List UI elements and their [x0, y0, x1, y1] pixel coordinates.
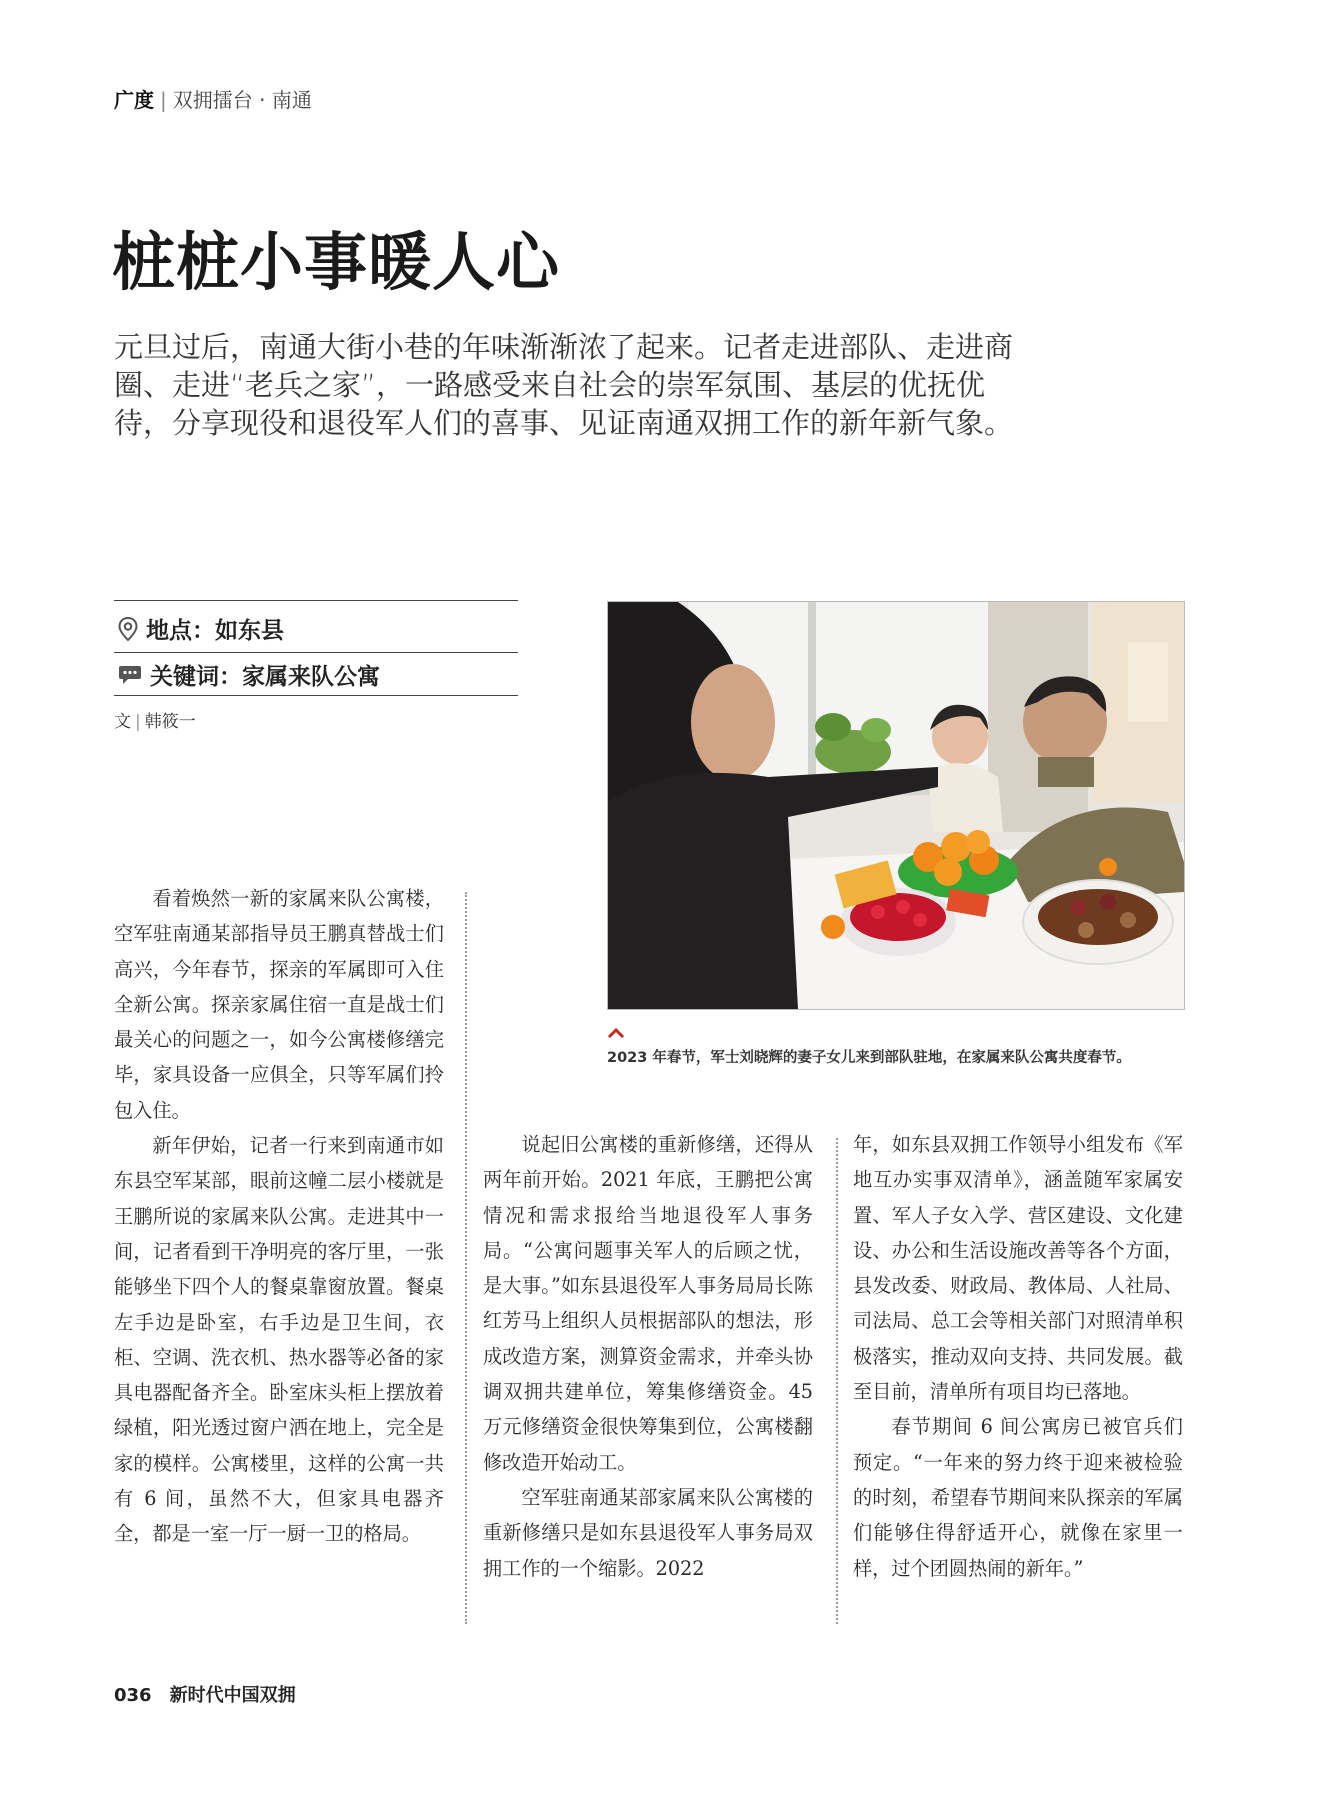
- byline-author: 韩筱一: [144, 712, 196, 732]
- paragraph: 空军驻南通某部家属来队公寓楼的重新修缮只是如东县退役军人事务局双拥工作的一个缩影。2022: [483, 1485, 813, 1580]
- body-column-1: [114, 881, 444, 1552]
- byline-separator: |: [135, 712, 141, 732]
- page-footer: [114, 1681, 296, 1707]
- byline: [114, 707, 196, 732]
- location-pin-icon: [118, 617, 138, 641]
- section-label: 广度: [114, 88, 154, 112]
- article-photo: [607, 601, 1185, 1010]
- paragraph: 年，如东县双拥工作领导小组发布《军地互办实事双清单》，涵盖随军家属安置、军人子女入学、营区建设、文化建设、办公和生活设施改善等各个方面，县发改委、财政局、教体局、人社局、司法局、总工会等相关部门对照清单积极落实，推动双向支持、共同发展。截至目前，清单所有项目均已落地。: [853, 1133, 1183, 1404]
- paragraph: 新年伊始，记者一行来到南通市如东县空军某部，眼前这幢二层小楼就是王鹏所说的家属来队公寓。走进其中一间，记者看到干净明亮的客厅里，一张能够坐下四个人的餐桌靠窗放置。餐桌左手边是卧室，右手边是卫生间，衣柜、空调、洗衣机、热水器等必备的家具电器配备齐全。卧室床头柜上摆放着绿植，阳光透过窗户洒在地上，完全是家的模样。公寓楼里，这样的公寓一共有 6 间，虽然不大，但家具电器齐全，都是一室一厅一厨一卫的格局。: [114, 1134, 444, 1546]
- body-column-3: [853, 1127, 1183, 1586]
- article-title: 桩桩小事暖人心: [112, 226, 560, 299]
- info-rule-top: [114, 600, 518, 601]
- photo-caption: 2023 年春节，军士刘晓辉的妻子女儿来到部队驻地，在家属来队公寓共度春节。: [607, 1050, 1131, 1066]
- section-subtitle: 双拥擂台 · 南通: [172, 88, 312, 112]
- keyword-label: 关键词：家属来队公寓: [150, 664, 380, 690]
- keyword-row: [118, 658, 380, 691]
- paragraph: 说起旧公寓楼的重新修缮，还得从两年前开始。2021 年底，王鹏把公寓情况和需求报给当地退役军人事务局。“公寓问题事关军人的后顾之忧，是大事。”如东县退役军人事务局局长陈红芳马上组织人员根据部队的想法，形成改造方案，测算资金需求，并牵头协调双拥共建单位，筹集修缮资金。45 万元修缮资金很快筹集到位，公寓楼翻修改造开始动工。: [483, 1133, 813, 1474]
- page-number: 036: [114, 1685, 152, 1706]
- info-rule-middle: [114, 652, 518, 653]
- paragraph: 春节期间 6 间公寓房已被官兵们预定。“一年来的努力终于迎来被检验的时刻，希望春节期间来队探亲的军属们能够住得舒适开心，就像在家里一样，过个团圆热闹的新年。”: [853, 1415, 1183, 1580]
- body-column-2: [483, 1127, 813, 1586]
- section-header: [114, 84, 312, 113]
- location-label: 地点：如东县: [146, 618, 284, 644]
- magazine-name: 新时代中国双拥: [169, 1685, 296, 1706]
- byline-prefix: 文: [114, 712, 131, 732]
- speech-bubble-icon: [118, 664, 142, 686]
- article-lead: 元旦过后，南通大街小巷的年味渐渐浓了起来。记者走进部队、走进商圈、走进“老兵之家”，一路感受来自社会的崇军氛围、基层的优抚优待，分享现役和退役军人们的喜事、见证南通双拥工作的新年新气象。: [114, 330, 1014, 440]
- chevron-up-icon: [607, 1024, 625, 1043]
- location-row: [118, 612, 284, 645]
- column-divider: [465, 892, 467, 1624]
- info-rule-bottom: [114, 695, 518, 696]
- header-separator: |: [160, 88, 167, 112]
- column-divider: [836, 1138, 838, 1624]
- paragraph: 看着焕然一新的家属来队公寓楼，空军驻南通某部指导员王鹏真替战士们高兴，今年春节，探亲的军属即可入住全新公寓。探亲家属住宿一直是战士们最关心的问题之一，如今公寓楼修缮完毕，家具设备一应俱全，只等军属们拎包入住。: [114, 887, 444, 1122]
